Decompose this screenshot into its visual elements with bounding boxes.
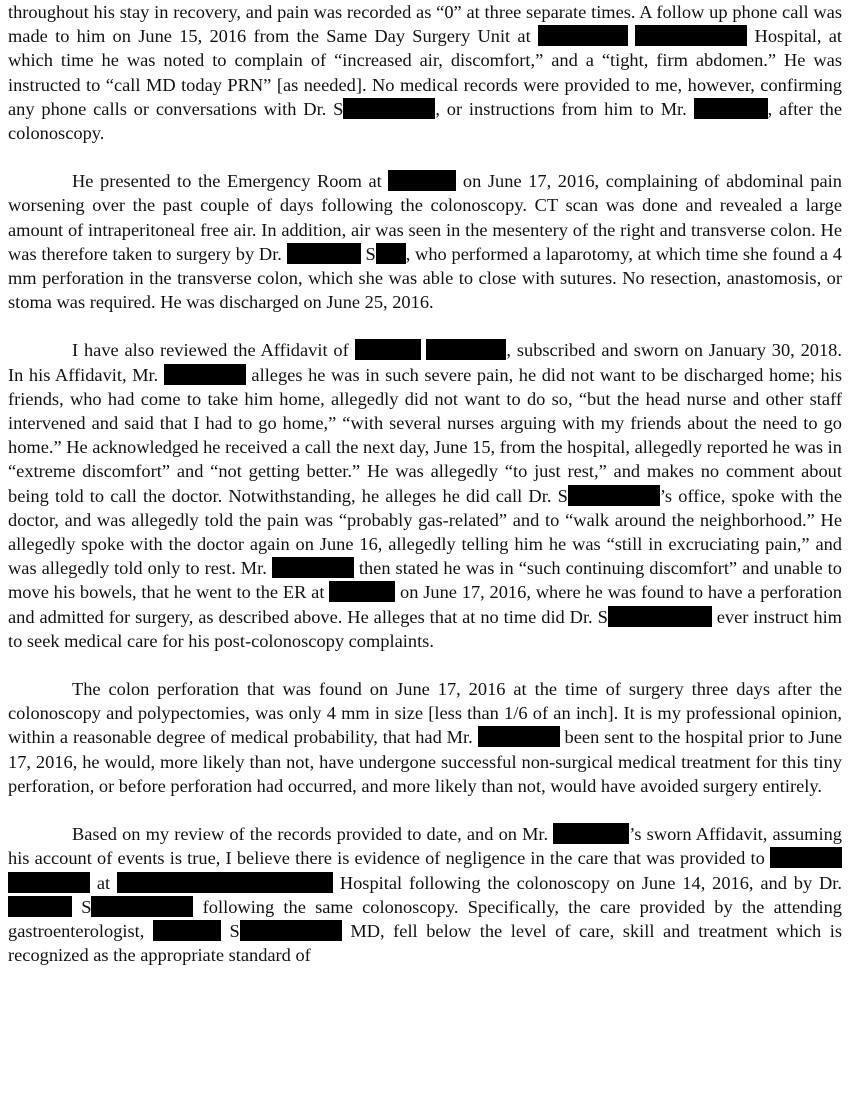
- text-segment: , after the colonoscopy.: [8, 98, 842, 144]
- text-segment: S: [220, 920, 240, 941]
- text-segment: alleges he was in such severe pain, he did not want to be discharged home; his friends, who had come to take him home, allegedly did not want to do so, “but the head nurse and other staff intervened and said that I had to go home,” “with several nurses arguing with my friends about the need to go home.” He acknowledged he received a call the next day, June 15, from the hospital, allegedly reported he was in “extreme discomfort” and “not getting better.” He was allegedly “to just rest,” and makes no comment about being told to call the doctor. Notwithstanding, he alleges he did call Dr. S: [8, 364, 842, 506]
- paragraph-gap: [8, 653, 842, 677]
- text-segment: Hospital following the colonoscopy on June 14, 2016, and by Dr.: [332, 872, 842, 893]
- paragraph-3: [8, 338, 842, 653]
- redaction-bar: [272, 557, 354, 578]
- paragraph-4: [8, 677, 842, 798]
- text-segment: ever instruct him to seek medical care for his post-colonoscopy complaints.: [8, 606, 842, 651]
- text-segment: Hospital, at which time he was noted to complain of “increased air, discomfort,” and a “tight, firm abdomen.” He was instructed to “call MD today PRN” [as needed]. No medical records were provided to me, however, confirming any phone calls or conversations with Dr. S: [8, 26, 842, 119]
- paragraph-2: [8, 169, 842, 314]
- document-page: [8, 0, 842, 967]
- text-segment: [628, 26, 635, 46]
- redaction-bar: [8, 872, 90, 893]
- text-segment: at: [90, 872, 117, 893]
- text-segment: S: [72, 896, 92, 917]
- text-segment: , subscribed and sworn on January 30, 2018. In his Affidavit, Mr.: [8, 340, 842, 385]
- text-segment: He presented to the Emergency Room at: [72, 171, 389, 192]
- redaction-bar: [376, 243, 406, 264]
- redaction-bar: [287, 243, 361, 264]
- redaction-bar: [478, 726, 560, 747]
- redaction-bar: [608, 606, 712, 627]
- redaction-bar: [694, 98, 768, 119]
- text-segment: following the same colonoscopy. Specifically, the care provided by the attending gastroenterologist,: [8, 896, 842, 941]
- paragraph-gap: [8, 314, 842, 338]
- redaction-bar: [553, 823, 629, 844]
- text-segment: then stated he was in “such continuing discomfort” and unable to move his bowels, that he went to the ER at: [8, 558, 842, 603]
- redaction-bar: [538, 25, 628, 46]
- text-segment: on June 17, 2016, complaining of abdominal pain worsening over the past couple of days following the colonoscopy. CT scan was done and revealed a large amount of intraperitoneal free air. In addition, air was seen in the mesentery of the right and transverse colon. He was therefore taken to surgery by Dr.: [8, 171, 842, 264]
- text-segment: ’s office, spoke with the doctor, and was allegedly told the pain was “probably gas-related” and to “walk around the neighborhood.” He allegedly spoke with the doctor again on June 16, allegedly telling him he was “still in excruciating pain,” and was allegedly told only to rest. Mr.: [8, 485, 842, 579]
- redaction-bar: [153, 920, 221, 941]
- text-segment: , or instructions from him to Mr.: [435, 98, 694, 119]
- redaction-bar: [770, 847, 842, 868]
- redaction-bar: [568, 485, 660, 506]
- text-segment: S: [360, 243, 376, 264]
- redaction-bar: [388, 170, 456, 191]
- redaction-bar: [355, 339, 421, 360]
- text-segment: , who performed a laparotomy, at which time she found a 4 mm perforation in the transverse colon, which she was able to close with sutures. No resection, anastomosis, or stoma was required. He was discharged on June 25, 2016.: [8, 243, 843, 313]
- redaction-bar: [91, 896, 193, 917]
- redaction-bar: [240, 920, 342, 941]
- text-segment: throughout his stay in recovery, and pain was recorded as “0” at three separate times. A follow up phone call was made to him on June 15, 2016 from the Same Day Surgery Unit at: [8, 2, 842, 47]
- redaction-bar: [8, 896, 72, 917]
- redaction-bar: [426, 339, 506, 360]
- redaction-bar: [329, 581, 395, 602]
- paragraph-gap: [8, 798, 842, 822]
- text-segment: on June 17, 2016, where he was found to have a perforation and admitted for surgery, as described above. He alleges that at no time did Dr. S: [8, 582, 842, 627]
- redaction-bar: [635, 25, 747, 46]
- text-segment: been sent to the hospital prior to June 17, 2016, he would, more likely than not, have undergone successful non-surgical medical treatment for this tiny perforation, or before perforation had occurred, and more likely than not, would have avoided surgery entirely.: [8, 727, 842, 796]
- text-segment: The colon perforation that was found on June 17, 2016 at the time of surgery three days after the colonoscopy and polypectomies, was only 4 mm in size [less than 1/6 of an inch]. It is my professional opinion, within a reasonable degree of medical probability, that had Mr.: [8, 679, 842, 748]
- redaction-bar: [164, 364, 246, 385]
- redaction-bar: [117, 872, 333, 893]
- paragraph-1: [8, 0, 842, 145]
- text-segment: MD, fell below the level of care, skill and treatment which is recognized as the appropriate standard of: [8, 920, 842, 966]
- text-segment: Based on my review of the records provided to date, and on Mr.: [72, 824, 554, 845]
- paragraph-5: [8, 822, 842, 967]
- text-segment: I have also reviewed the Affidavit of: [72, 340, 355, 361]
- redaction-bar: [343, 98, 435, 119]
- paragraph-gap: [8, 145, 842, 169]
- text-segment: ’s sworn Affidavit, assuming his account of events is true, I believe there is evidence of negligence in the care that was provided to: [8, 824, 842, 869]
